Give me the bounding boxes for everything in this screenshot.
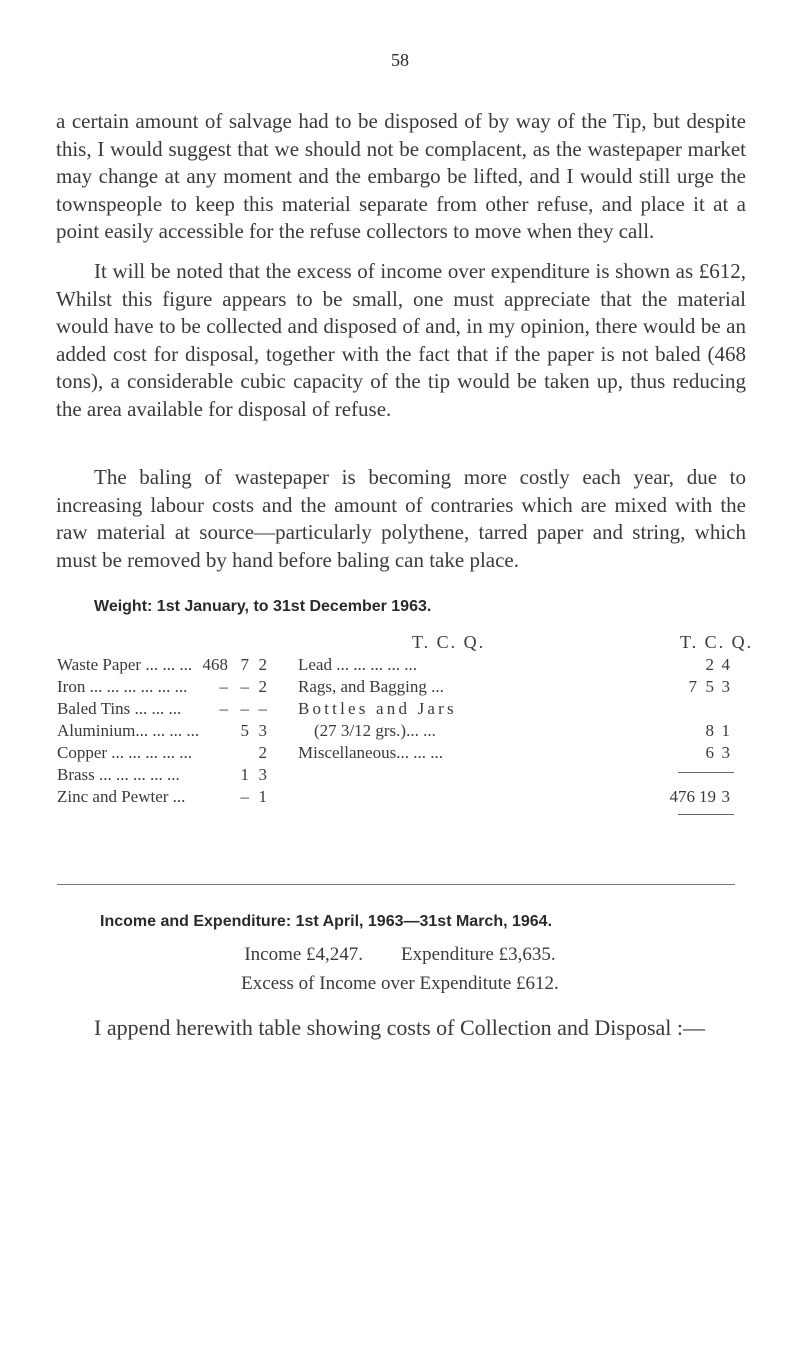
tons-value: 7: [688, 677, 697, 696]
qtr-value: 1: [721, 721, 730, 740]
table-row: [298, 677, 732, 699]
cwt-value: –: [240, 677, 249, 696]
row-label: Bottles and Jars: [298, 699, 457, 718]
paragraph-baling-costs: The baling of wastepaper is becoming more costly each year, due to increasing labour costs and the amount of contraries which are mixed with the raw material at source—particularly polythene, tarred paper and string, which must be removed by hand before baling can take place.: [56, 465, 746, 572]
row-label: Waste Paper ... ... ...: [57, 655, 193, 674]
paragraph-append-table: I append herewith table showing costs of Collection and Disposal :—: [94, 1015, 705, 1040]
total-underline: [678, 814, 734, 815]
cwt-value: –: [240, 699, 249, 718]
table-row: [298, 699, 732, 721]
total-cwt: 19: [699, 787, 716, 806]
row-label: Iron ... ... ... ... ... ...: [57, 677, 188, 696]
cwt-value: 5: [240, 721, 249, 740]
left-column-heading: T. C. Q.: [412, 632, 486, 652]
qtr-value: 1: [258, 787, 267, 806]
income-expenditure-heading: Income and Expenditure: 1st April, 1963—31st March, 1964.: [100, 913, 553, 930]
cwt-value: 5: [705, 677, 714, 696]
qtr-value: 3: [258, 721, 267, 740]
qtr-value: 4: [721, 655, 730, 674]
table-row: [298, 655, 732, 677]
paragraph-excess-income: It will be noted that the excess of income over expenditure is shown as £612, Whilst this figure appears to be small, one must appreciate that the material would have to be collected and disposed of and, in my opinion, there would be an added cost for disposal, together with the fact that if the paper is not baled (468 tons), a considerable cubic capacity of the tip would be taken up, thus reducing the area available for disposal of refuse.: [56, 259, 746, 421]
row-label: Rags, and Bagging ...: [298, 677, 444, 696]
table-bottom-rule: [57, 884, 735, 885]
qtr-value: 2: [258, 743, 267, 762]
row-label: (27 3/12 grs.)... ...: [314, 721, 436, 740]
page-number: 58: [391, 50, 409, 70]
qtr-value: 3: [258, 765, 267, 784]
total-row: [298, 787, 732, 809]
table-row: [57, 699, 267, 721]
qtr-value: 3: [721, 677, 730, 696]
tons-value: –: [219, 699, 228, 718]
row-label: Copper ... ... ... ... ...: [57, 743, 193, 762]
table-row: [57, 743, 267, 765]
total-rule: [678, 772, 734, 773]
paragraph-salvage: a certain amount of salvage had to be disposed of by way of the Tip, but despite this, I would suggest that we should not be complacent, as the wastepaper market may change at any moment and the embargo be lifted, and I would still urge the townspeople to keep this material separate from other refuse, and place it at a point easily accessible for the refuse collectors to move when they call.: [56, 109, 746, 243]
right-column-heading: T. C. Q.: [680, 632, 754, 652]
cwt-value: –: [240, 787, 249, 806]
qtr-value: 3: [721, 743, 730, 762]
table-row: [57, 765, 267, 787]
table-row: [57, 655, 267, 677]
table-row: [57, 787, 267, 809]
total-tons: 476: [669, 787, 695, 806]
cwt-value: 8: [705, 721, 714, 740]
weight-table-heading: Weight: 1st January, to 31st December 1963.: [94, 598, 432, 615]
qtr-value: –: [258, 699, 267, 718]
row-label: Zinc and Pewter ...: [57, 787, 186, 806]
table-row: [57, 677, 267, 699]
table-row: [298, 743, 732, 765]
qtr-value: 2: [258, 677, 267, 696]
row-label: Baled Tins ... ... ...: [57, 699, 182, 718]
cwt-value: 2: [705, 655, 714, 674]
cwt-value: 6: [705, 743, 714, 762]
income-expenditure-line: Income £4,247. Expenditure £3,635.: [244, 944, 556, 965]
tons-value: 468: [202, 655, 228, 674]
tons-value: –: [219, 677, 228, 696]
cwt-value: 1: [240, 765, 249, 784]
row-label: Aluminium... ... ... ...: [57, 721, 200, 740]
excess-income-line: Excess of Income over Expenditute £612.: [241, 973, 559, 994]
total-qtr: 3: [721, 787, 730, 806]
cwt-value: 7: [240, 655, 249, 674]
row-label: Lead ... ... ... ... ...: [298, 655, 417, 674]
qtr-value: 2: [258, 655, 267, 674]
row-label: Miscellaneous... ... ...: [298, 743, 443, 762]
row-label: Brass ... ... ... ... ...: [57, 765, 180, 784]
table-row: [57, 721, 267, 743]
table-row: [298, 721, 732, 743]
